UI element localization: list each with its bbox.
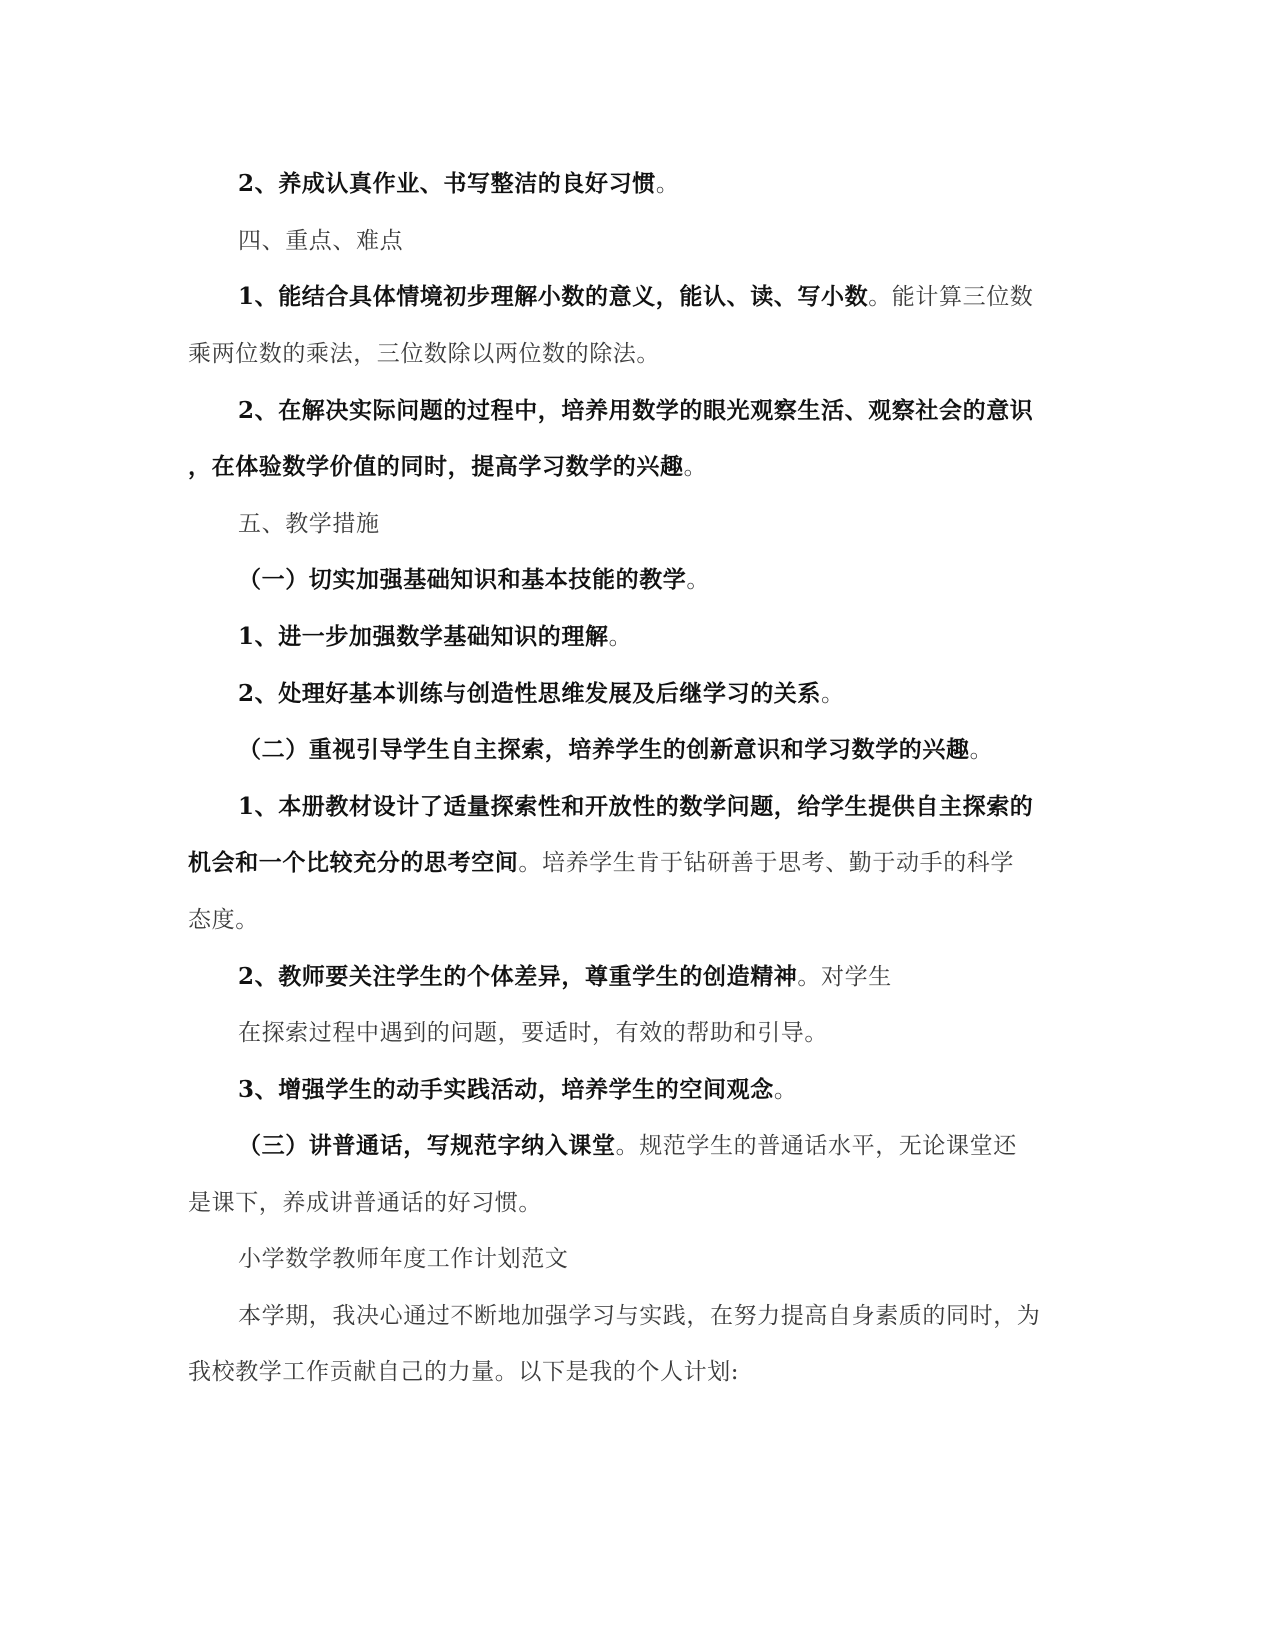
text-line bbox=[188, 339, 660, 369]
text-normal: 。规范学生的普通话水平，无论课堂还 bbox=[615, 1133, 1017, 1159]
text-bold: 2、在解决实际问题的过程中，培养用数学的眼光观察生活、观察社会的意识 bbox=[238, 397, 1034, 424]
subsection-heading bbox=[238, 735, 993, 765]
text-line bbox=[238, 1075, 797, 1105]
text-bold: 3、增强学生的动手实践活动，培养学生的空间观念 bbox=[238, 1076, 774, 1103]
text-line bbox=[188, 905, 259, 935]
subsection-heading bbox=[238, 1131, 1017, 1161]
text-line bbox=[238, 1018, 828, 1048]
text-line bbox=[238, 1301, 1040, 1331]
text-bold: 1、能结合具体情境初步理解小数的意义，能认、读、写小数 bbox=[238, 283, 869, 310]
text-normal: 。 bbox=[969, 737, 994, 763]
subsection-heading bbox=[238, 565, 710, 595]
text-normal: 。 bbox=[821, 681, 845, 707]
text-normal: 。 bbox=[773, 1077, 798, 1103]
text-bold: 2、处理好基本训练与创造性思维发展及后继学习的关系 bbox=[238, 680, 822, 707]
text-bold: （三）讲普通话，写规范字纳入课堂 bbox=[238, 1132, 616, 1159]
text-normal: 。对学生 bbox=[797, 964, 892, 990]
text-line bbox=[238, 396, 1033, 426]
text-bold: 1、本册教材设计了适量探索性和开放性的数学问题，给学生提供自主探索的 bbox=[238, 793, 1034, 820]
text-bold: 2、养成认真作业、书写整洁的良好习惯 bbox=[238, 170, 656, 197]
section-heading bbox=[238, 509, 380, 539]
text-bold: （一）切实加强基础知识和基本技能的教学 bbox=[238, 566, 687, 593]
text-normal: 是课下，养成讲普通话的好习惯。 bbox=[188, 1190, 542, 1216]
section-heading bbox=[238, 226, 403, 256]
text-normal: 五、教学措施 bbox=[238, 511, 380, 537]
text-normal: 在探索过程中遇到的问题，要适时，有效的帮助和引导。 bbox=[238, 1020, 828, 1046]
text-normal: 态度。 bbox=[188, 907, 259, 933]
text-bold: 2、教师要关注学生的个体差异，尊重学生的创造精神 bbox=[238, 963, 798, 990]
text-line bbox=[238, 962, 892, 992]
text-line bbox=[238, 792, 1033, 822]
text-bold: 机会和一个比较充分的思考空间 bbox=[188, 849, 519, 876]
text-normal: 。 bbox=[655, 171, 680, 197]
document-title bbox=[238, 1244, 568, 1274]
text-line bbox=[238, 169, 679, 199]
text-line bbox=[238, 282, 1033, 312]
text-normal: 本学期，我决心通过不断地加强学习与实践，在努力提高自身素质的同时，为 bbox=[238, 1303, 1041, 1329]
text-normal: 我校教学工作贡献自己的力量。以下是我的个人计划: bbox=[188, 1359, 740, 1385]
text-line bbox=[188, 1188, 542, 1218]
text-normal: 。 bbox=[686, 567, 711, 593]
text-normal: 四、重点、难点 bbox=[238, 228, 404, 254]
text-line bbox=[238, 622, 632, 652]
text-normal: 。培养学生肯于钻研善于思考、勤于动手的科学 bbox=[518, 850, 1015, 876]
text-normal: 。能计算三位数 bbox=[868, 284, 1034, 310]
text-line bbox=[188, 452, 707, 482]
text-bold: 1、进一步加强数学基础知识的理解 bbox=[238, 623, 609, 650]
text-normal: 乘两位数的乘法，三位数除以两位数的除法。 bbox=[188, 341, 660, 367]
text-bold: ，在体验数学价值的同时，提高学习数学的兴趣 bbox=[188, 453, 684, 480]
text-line bbox=[238, 679, 845, 709]
text-normal: 。 bbox=[608, 624, 633, 650]
text-normal: 。 bbox=[683, 454, 708, 480]
text-normal: 小学数学教师年度工作计划范文 bbox=[238, 1246, 569, 1272]
text-line bbox=[188, 848, 1014, 878]
text-bold: （二）重视引导学生自主探索，培养学生的创新意识和学习数学的兴趣 bbox=[238, 736, 970, 763]
text-line bbox=[188, 1357, 739, 1387]
